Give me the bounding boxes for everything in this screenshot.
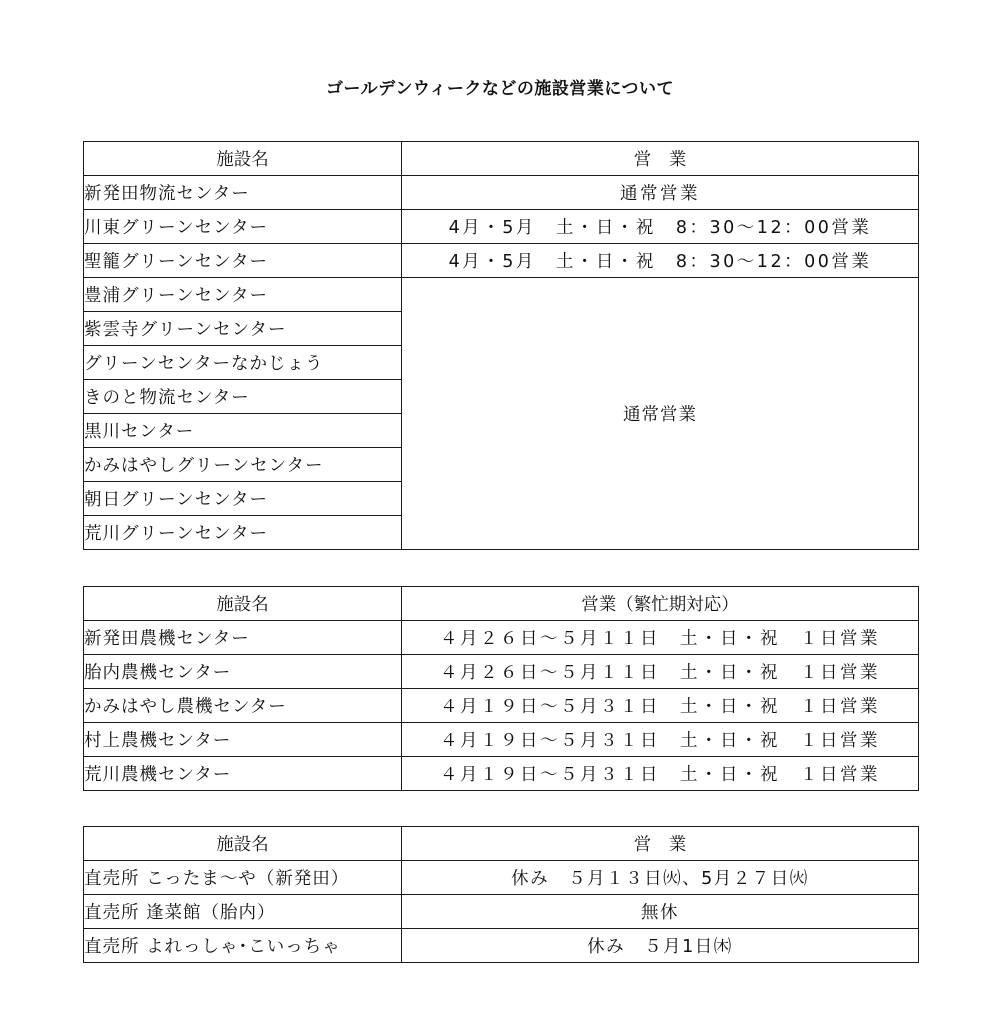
facility-name: 直売所 よれっしゃ･こいっちゃ bbox=[84, 929, 402, 963]
table-row bbox=[84, 861, 919, 895]
facility-name: 紫雲寺グリーンセンター bbox=[84, 312, 402, 346]
business-hours: ４月１９日～５月３１日 土・日・祝 １日営業 bbox=[402, 689, 919, 723]
business-hours: 休み ５月1日㈭ bbox=[402, 929, 919, 963]
facility-name: 黒川センター bbox=[84, 414, 402, 448]
business-hours: ４月２６日～５月１１日 土・日・祝 １日営業 bbox=[402, 655, 919, 689]
table-row bbox=[84, 278, 919, 312]
table-row bbox=[84, 176, 919, 210]
facility-name: 聖籠グリーンセンター bbox=[84, 244, 402, 278]
business-hours: 4月・5月 土・日・祝 8：30～12：00営業 bbox=[402, 210, 919, 244]
facility-name: 川東グリーンセンター bbox=[84, 210, 402, 244]
table-row bbox=[84, 757, 919, 791]
business-hours: ４月１９日～５月３１日 土・日・祝 １日営業 bbox=[402, 757, 919, 791]
facility-hours-table-direct-sales bbox=[83, 826, 919, 963]
facility-name: かみはやしグリーンセンター bbox=[84, 448, 402, 482]
table-row bbox=[84, 689, 919, 723]
header-facility-name: 施設名 bbox=[84, 142, 402, 176]
facility-hours-table-machinery bbox=[83, 586, 919, 791]
table-row bbox=[84, 655, 919, 689]
facility-name: 胎内農機センター bbox=[84, 655, 402, 689]
business-hours: 休み ５月１３日㈫、5月２７日㈫ bbox=[402, 861, 919, 895]
facility-hours-table-general bbox=[83, 141, 919, 550]
business-hours-merged: 通常営業 bbox=[402, 278, 919, 550]
facility-name: 荒川農機センター bbox=[84, 757, 402, 791]
page-title: ゴールデンウィークなどの施設営業について bbox=[326, 79, 674, 99]
table-row bbox=[84, 929, 919, 963]
business-hours: 4月・5月 土・日・祝 8：30～12：00営業 bbox=[402, 244, 919, 278]
table-row bbox=[84, 210, 919, 244]
table-row bbox=[84, 621, 919, 655]
facility-name: グリーンセンターなかじょう bbox=[84, 346, 402, 380]
header-business: 営 業 bbox=[402, 827, 919, 861]
table-header-row bbox=[84, 587, 919, 621]
facility-name: 村上農機センター bbox=[84, 723, 402, 757]
facility-name: きのと物流センター bbox=[84, 380, 402, 414]
table-row bbox=[84, 895, 919, 929]
facility-name: かみはやし農機センター bbox=[84, 689, 402, 723]
business-hours: 無休 bbox=[402, 895, 919, 929]
facility-name: 直売所 こったま～や（新発田） bbox=[84, 861, 402, 895]
facility-name: 新発田物流センター bbox=[84, 176, 402, 210]
business-hours: ４月２６日～５月１１日 土・日・祝 １日営業 bbox=[402, 621, 919, 655]
facility-name: 直売所 逢菜館（胎内） bbox=[84, 895, 402, 929]
header-facility-name: 施設名 bbox=[84, 827, 402, 861]
header-facility-name: 施設名 bbox=[84, 587, 402, 621]
table-header-row bbox=[84, 142, 919, 176]
facility-name: 荒川グリーンセンター bbox=[84, 516, 402, 550]
table-header-row bbox=[84, 827, 919, 861]
facility-name: 新発田農機センター bbox=[84, 621, 402, 655]
table-row bbox=[84, 723, 919, 757]
table-row bbox=[84, 244, 919, 278]
facility-name: 朝日グリーンセンター bbox=[84, 482, 402, 516]
facility-name: 豊浦グリーンセンター bbox=[84, 278, 402, 312]
header-business-busy-season: 営業（繁忙期対応） bbox=[402, 587, 919, 621]
business-hours: 通常営業 bbox=[402, 176, 919, 210]
header-business: 営 業 bbox=[402, 142, 919, 176]
business-hours: ４月１９日～５月３１日 土・日・祝 １日営業 bbox=[402, 723, 919, 757]
